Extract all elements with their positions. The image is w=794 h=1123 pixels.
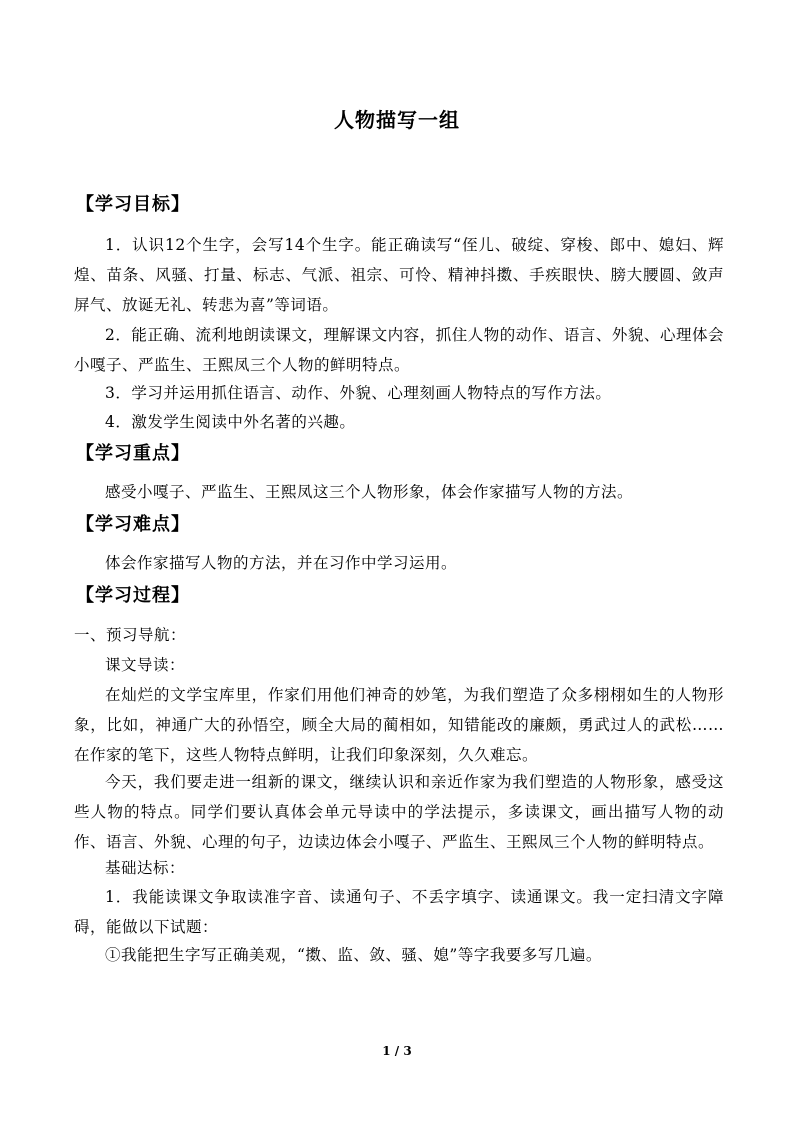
page-number: 1 / 3 [382, 1044, 412, 1058]
document-title: 人物描写一组 [334, 108, 460, 132]
basic-target-item-1: 1．我能读课文争取读准字音、读通句子、不丢字填字、读通课文。我一定扫清文字障碍，能做以下试题： [74, 888, 724, 936]
heading-objectives: 【学习目标】 [76, 194, 190, 215]
heading-difficulty: 【学习难点】 [76, 514, 190, 535]
difficulty-text: 体会作家描写人物的方法，并在习作中学习运用。 [105, 554, 458, 572]
objective-item-2: 2．能正确、流利地朗读课文，理解课文内容，抓住人物的动作、语言、外貌、心理体会小嘎子、严监生、王熙凤三个人物的鲜明特点。 [74, 326, 724, 374]
lesson-intro-paragraph-2: 今天，我们要走进一组新的课文，继续认识和亲近作家为我们塑造的人物形象，感受这些人物的特点。同学们要认真体会单元导读中的学法提示，多读课文，画出描写人物的动作、语言、外貌、心理的句子，边读边体会小嘎子、严监生、王熙凤三个人物的鲜明特点。 [74, 773, 724, 851]
objective-item-4: 4．激发学生阅读中外名著的兴趣。 [105, 413, 356, 431]
basic-target-label: 基础达标： [105, 859, 186, 877]
lesson-intro-label: 课文导读： [105, 656, 186, 674]
preview-guide-label: 一、预习导航： [74, 626, 187, 644]
objective-item-1: 1．认识12个生字，会写14个生字。能正确读写“侄儿、破绽、穿梭、郎中、媳妇、辉煌、苗条、风骚、打量、标志、气派、祖宗、可怜、精神抖擞、手疾眼快、膀大腰圆、敛声屏气、放诞无礼、转悲为喜”等词语。 [74, 236, 724, 314]
focus-text: 感受小嘎子、严监生、王熙凤这三个人物形象，体会作家描写人物的方法。 [105, 483, 634, 501]
lesson-intro-paragraph-1: 在灿烂的文学宝库里，作家们用他们神奇的妙笔，为我们塑造了众多栩栩如生的人物形象，比如，神通广大的孙悟空，顾全大局的蔺相如，知错能改的廉颇，勇武过人的武松……在作家的笔下，这些人物特点鲜明，让我们印象深刻，久久难忘。 [74, 686, 724, 764]
basic-target-item-2: ①我能把生字写正确美观，“擞、监、敛、骚、媳”等字我要多写几遍。 [105, 946, 602, 964]
objective-item-3: 3．学习并运用抓住语言、动作、外貌、心理刻画人物特点的写作方法。 [105, 384, 612, 402]
heading-process: 【学习过程】 [76, 585, 190, 606]
heading-focus: 【学习重点】 [76, 443, 190, 464]
